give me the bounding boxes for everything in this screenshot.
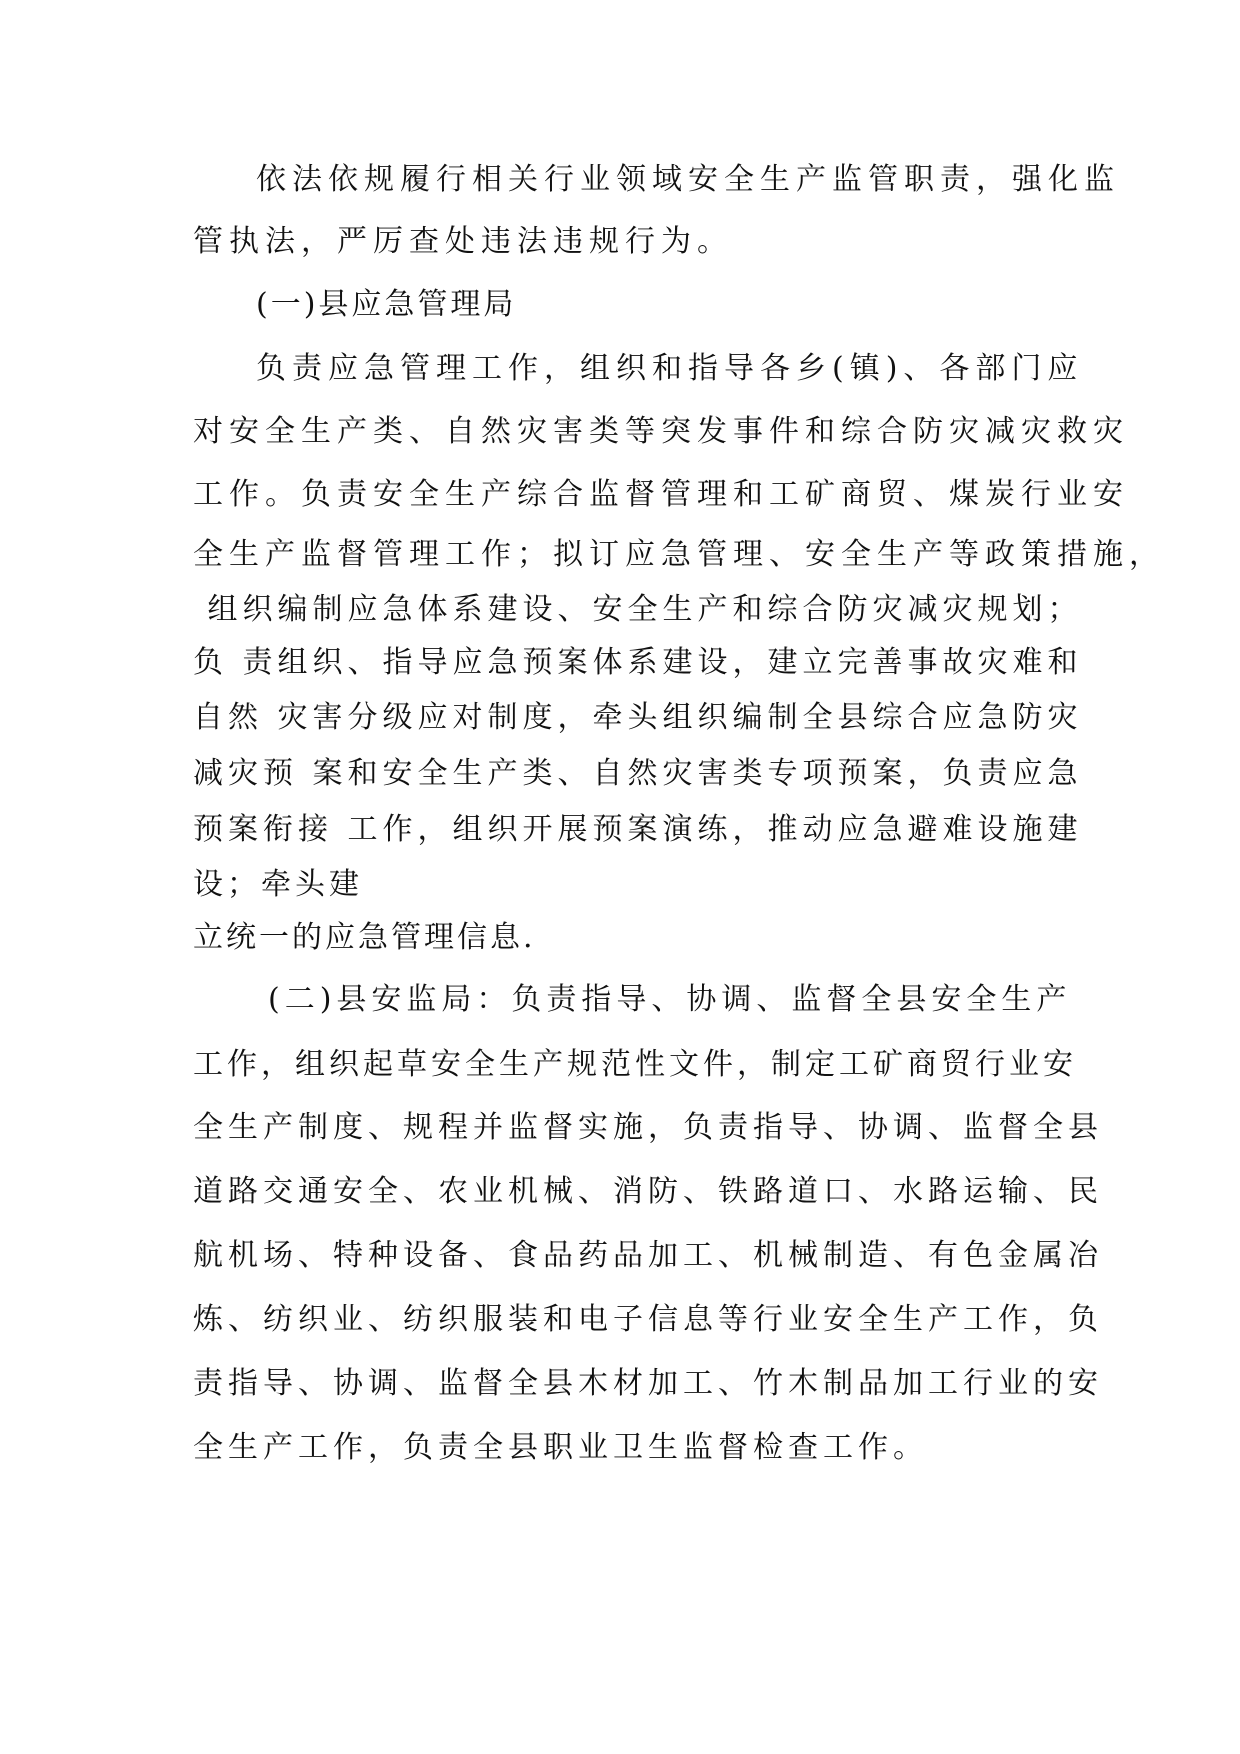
paragraph-emergency-line-5: 组织编制应急体系建设、安全生产和综合防灾减灾规划； [193, 592, 1083, 627]
paragraph-safety-line-5: 航机场、特种设备、食品药品加工、机械制造、有色金属冶 [193, 1238, 1103, 1273]
paragraph-emergency-line-8: 减灾预 案和安全生产类、自然灾害类专项预案，负责应急 [193, 756, 1083, 791]
section-heading-emergency-bureau: (一)县应急管理局 [256, 287, 517, 322]
paragraph-emergency-line-2: 对安全生产类、自然灾害类等突发事件和综合防灾减灾救灾 [193, 414, 1129, 449]
paragraph-safety-line-7: 责指导、协调、监督全县木材加工、竹木制品加工行业的安 [193, 1366, 1103, 1401]
paragraph-intro-line-1: 依法依规履行相关行业领域安全生产监管职责，强化监 [256, 162, 1120, 197]
paragraph-emergency-line-11: 立统一的应急管理信息. [193, 920, 536, 955]
paragraph-emergency-line-6: 负 责组织、指导应急预案体系建设，建立完善事故灾难和 [193, 645, 1083, 680]
paragraph-safety-line-4: 道路交通安全、农业机械、消防、铁路道口、水路运输、民 [193, 1174, 1103, 1209]
paragraph-emergency-line-4: 全生产监督管理工作；拟订应急管理、安全生产等政策措施， [193, 537, 1165, 572]
paragraph-safety-line-1: (二)县安监局：负责指导、协调、监督全县安全生产 [268, 982, 1072, 1017]
paragraph-safety-line-2: 工作，组织起草安全生产规范性文件，制定工矿商贸行业安 [193, 1047, 1077, 1082]
paragraph-intro-line-2: 管执法，严厉查处违法违规行为。 [193, 224, 733, 259]
paragraph-emergency-line-7: 自然 灾害分级应对制度，牵头组织编制全县综合应急防灾 [193, 700, 1083, 735]
paragraph-safety-line-8: 全生产工作，负责全县职业卫生监督检查工作。 [193, 1430, 928, 1465]
paragraph-emergency-line-10: 设；牵头建 [193, 867, 363, 902]
paragraph-safety-line-3: 全生产制度、规程并监督实施，负责指导、协调、监督全县 [193, 1110, 1103, 1145]
paragraph-emergency-line-3: 工作。负责安全生产综合监督管理和工矿商贸、煤炭行业安 [193, 477, 1129, 512]
paragraph-emergency-line-9: 预案衔接 工作，组织开展预案演练，推动应急避难设施建 [193, 812, 1083, 847]
paragraph-emergency-line-1: 负责应急管理工作，组织和指导各乡(镇)、各部门应 [256, 351, 1084, 386]
paragraph-safety-line-6: 炼、纺织业、纺织服装和电子信息等行业安全生产工作，负 [193, 1302, 1103, 1337]
